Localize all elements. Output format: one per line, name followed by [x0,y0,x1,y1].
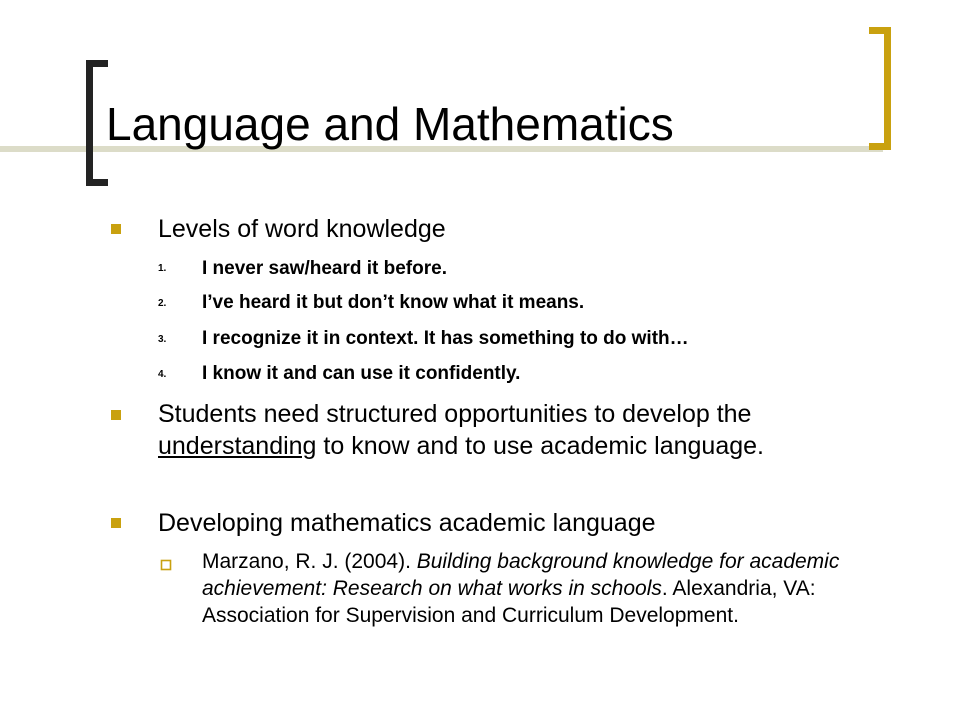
reference-citation [202,548,902,629]
level-number: 3. [158,334,167,345]
underlined-word: understanding [158,432,317,460]
slide-title: Language and Mathematics [106,98,674,150]
developing-heading: Developing mathematics academic language [158,509,656,537]
left-bracket-decoration [86,60,108,186]
reference-authors: Marzano, R. J. (2004). [202,550,417,573]
square-bullet-icon [111,224,121,234]
square-bullet-icon [111,518,121,528]
reference-publisher: . Alexandria, VA: Association for Supervision and Curriculum Development. [202,577,816,627]
students-text-pre: Students need structured opportunities to develop the [158,400,752,428]
level-item-text: I recognize it in context. It has something to do with… [202,328,689,349]
level-number: 2. [158,298,167,309]
hollow-square-bullet-icon [160,559,172,571]
right-bracket-decoration [869,27,891,150]
level-number: 4. [158,369,167,380]
reference-title: Building background knowledge for academic achievement: Research on what works in schools [202,550,840,600]
level-item-text: I know it and can use it confidently. [202,363,521,384]
level-number: 1. [158,263,167,274]
level-item-text: I never saw/heard it before. [202,258,447,279]
level-item-text: I’ve heard it but don’t know what it means. [202,292,585,313]
students-paragraph [158,398,858,462]
students-text-post: to know and to use academic language. [316,432,764,460]
levels-heading: Levels of word knowledge [158,215,446,243]
square-bullet-icon [111,410,121,420]
